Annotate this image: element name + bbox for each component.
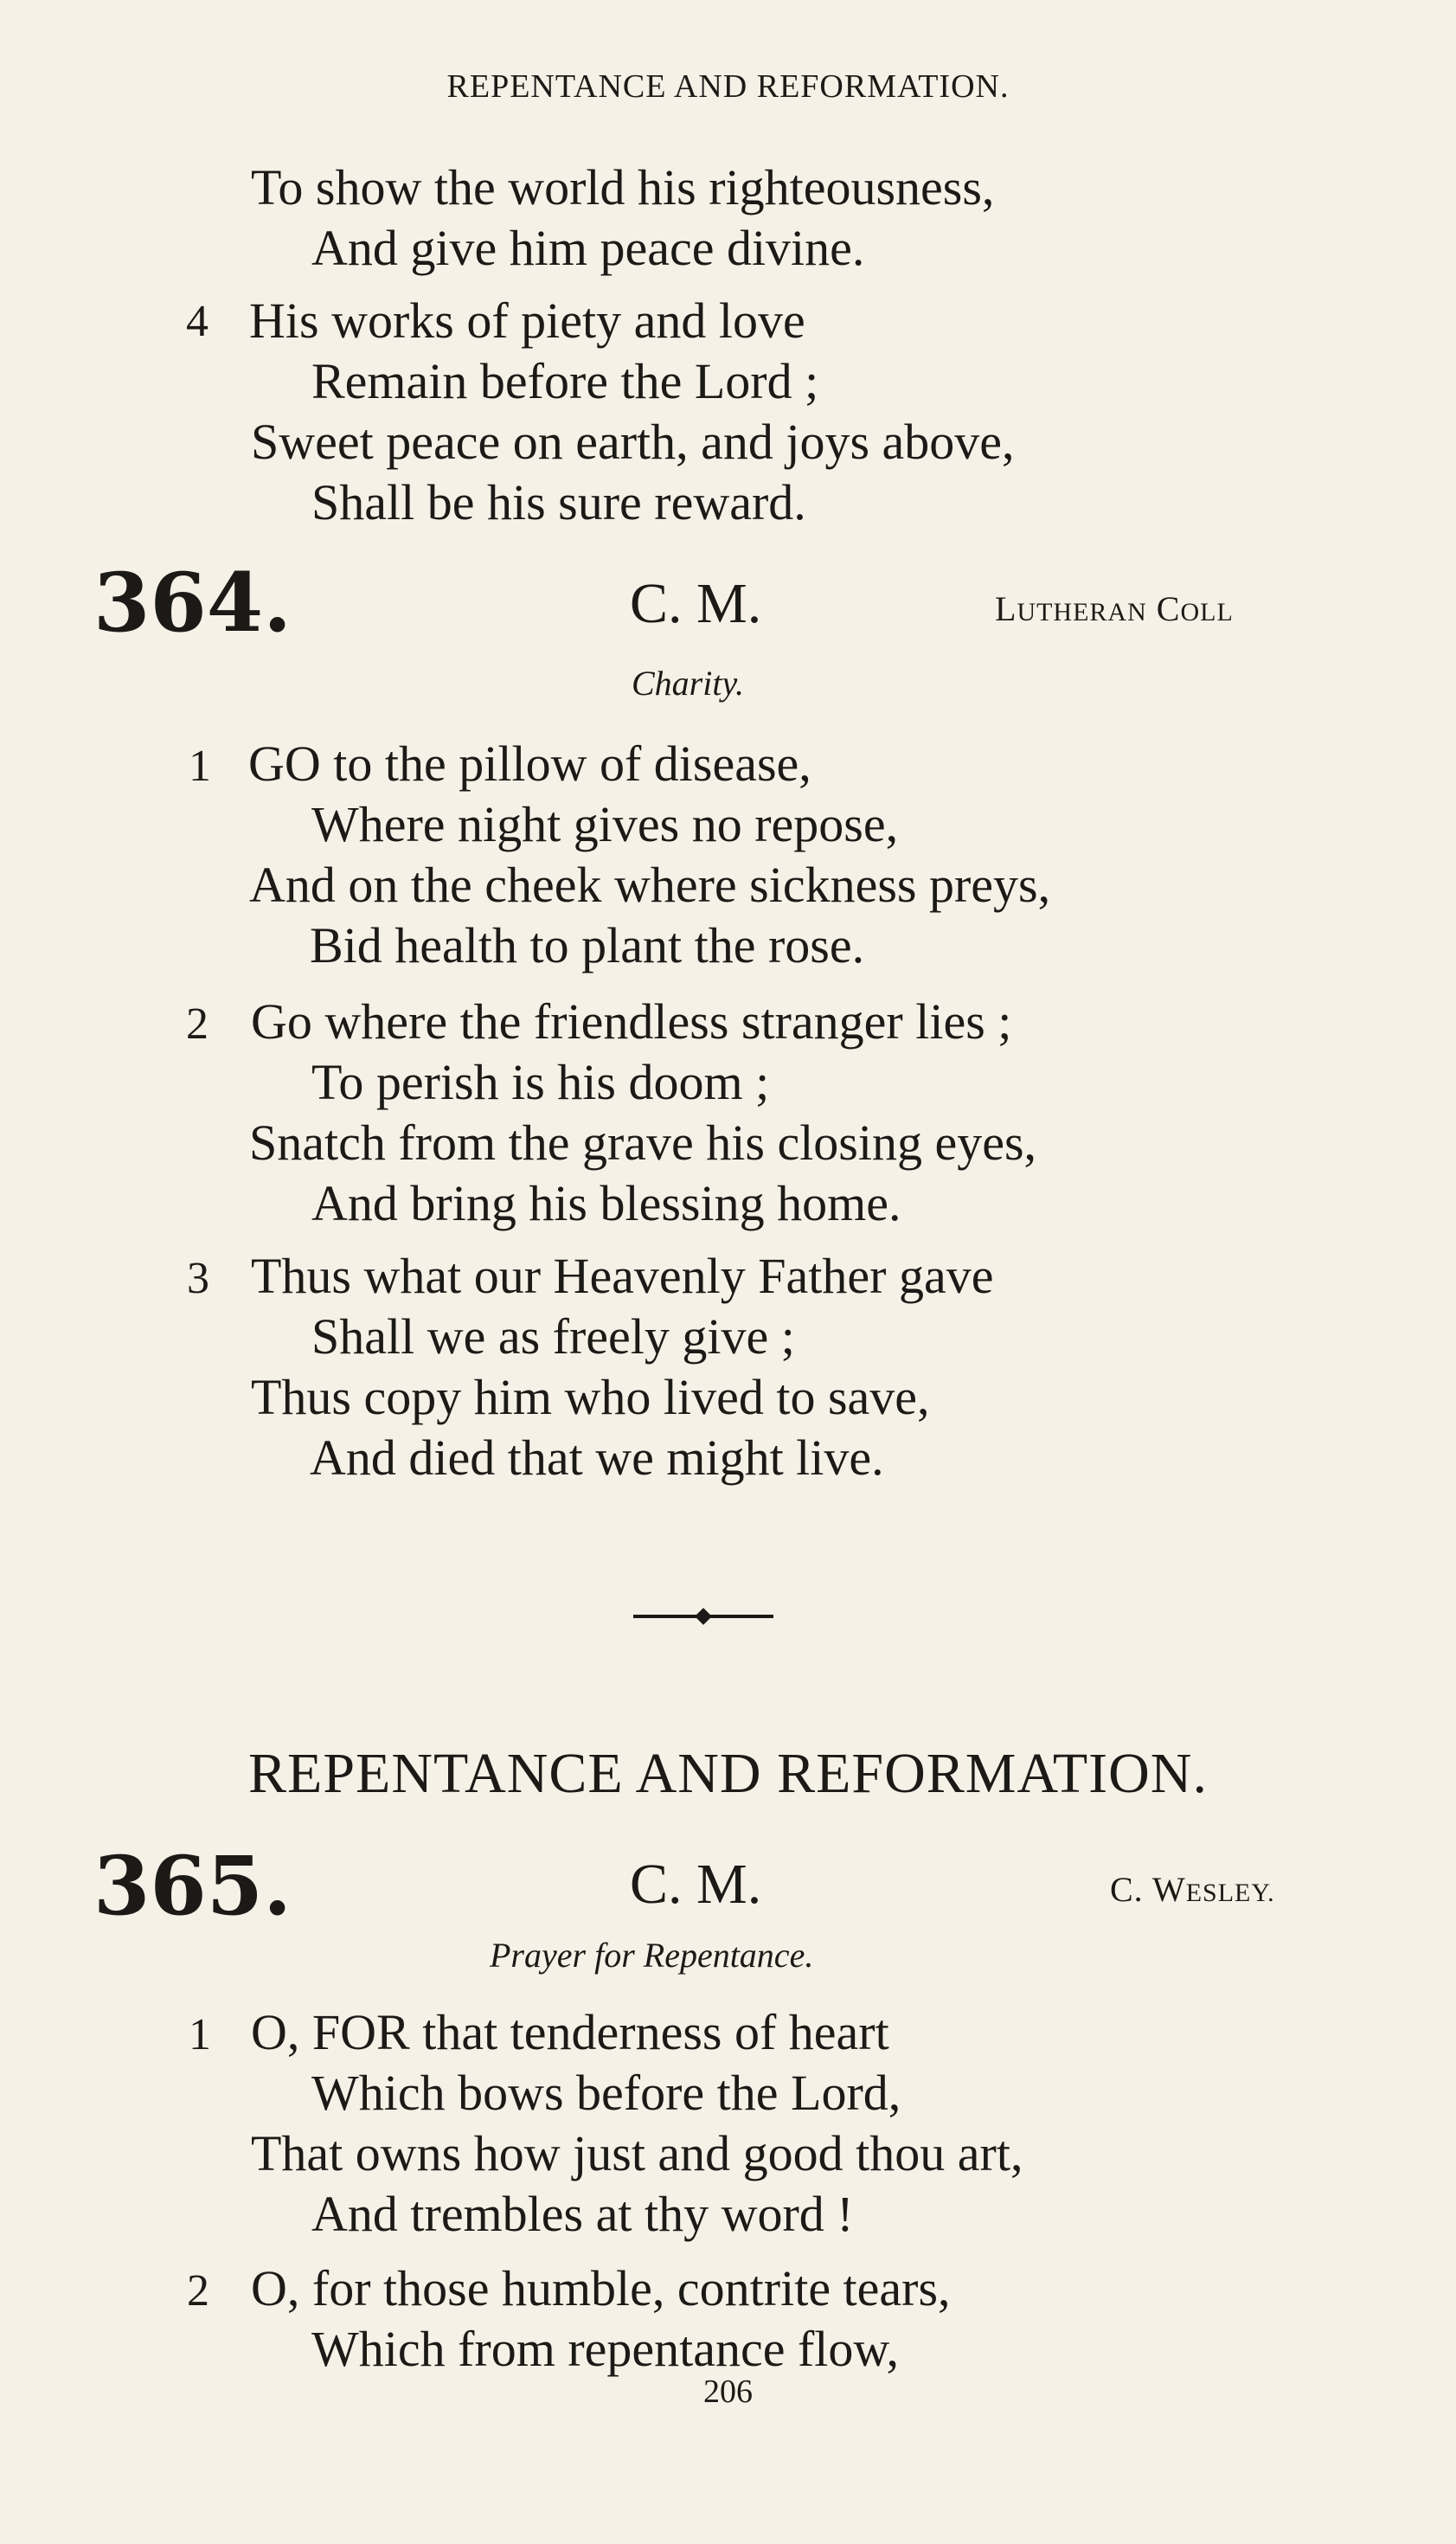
verse-line: And trembles at thy word ! — [311, 2186, 854, 2242]
verse-line: GO to the pillow of disease, — [248, 736, 811, 792]
verse-line: Which bows before the Lord, — [311, 2065, 901, 2121]
hymn-number: 364. — [93, 556, 292, 651]
hymn-subject: Prayer for Repentance. — [490, 1936, 814, 1975]
verse-line: And give him peace divine. — [311, 220, 865, 276]
verse-number: 2 — [186, 999, 208, 1049]
hymn-number: 365. — [93, 1839, 292, 1934]
verse-line: O, for those humble, contrite tears, — [251, 2260, 951, 2316]
verse-line: To show the world his righteousness, — [251, 159, 995, 215]
page-number: 206 — [703, 2374, 753, 2410]
verse-number: 3 — [187, 1254, 209, 1303]
verse-line: O, FOR that tenderness of heart — [251, 2004, 889, 2060]
verse-line: Remain before the Lord ; — [311, 353, 819, 409]
verse-line: Which from repentance flow, — [311, 2321, 900, 2377]
verse-line: Snatch from the grave his closing eyes, — [249, 1115, 1037, 1171]
verse-line: Shall we as freely give ; — [311, 1308, 795, 1365]
verse-line: Shall be his sure reward. — [311, 474, 806, 530]
verse-number: 4 — [186, 297, 208, 346]
hymn-subject: Charity. — [632, 664, 745, 703]
hymn-meter: C. M. — [630, 572, 762, 635]
verse-line: His works of piety and love — [249, 292, 805, 349]
hymn-meter: C. M. — [630, 1853, 762, 1916]
verse-line: Bid health to plant the rose. — [310, 917, 865, 973]
running-head: REPENTANCE AND REFORMATION. — [446, 68, 1010, 105]
verse-line: Thus what our Heavenly Father gave — [251, 1248, 994, 1304]
verse-line: That owns how just and good thou art, — [251, 2125, 1023, 2181]
section-title: REPENTANCE AND REFORMATION. — [248, 1742, 1208, 1805]
verse-line: And died that we might live. — [310, 1429, 884, 1486]
verse-line: Sweet peace on earth, and joys above, — [251, 414, 1015, 470]
verse-line: To perish is his doom ; — [311, 1054, 770, 1110]
verse-line: Go where the friendless stranger lies ; — [251, 993, 1012, 1050]
hymn-author: C. WESLEY. — [1110, 1870, 1275, 1909]
verse-line: Where night gives no repose, — [311, 796, 899, 852]
verse-number: 1 — [189, 742, 211, 791]
verse-number: 2 — [187, 2266, 209, 2316]
verse-line: Thus copy him who lived to save, — [251, 1369, 930, 1425]
verse-line: And on the cheek where sickness preys, — [249, 857, 1051, 913]
verse-line: And bring his blessing home. — [311, 1175, 901, 1231]
hymn-author: LUTHERAN COLL — [995, 589, 1234, 628]
verse-number: 1 — [189, 2010, 211, 2059]
